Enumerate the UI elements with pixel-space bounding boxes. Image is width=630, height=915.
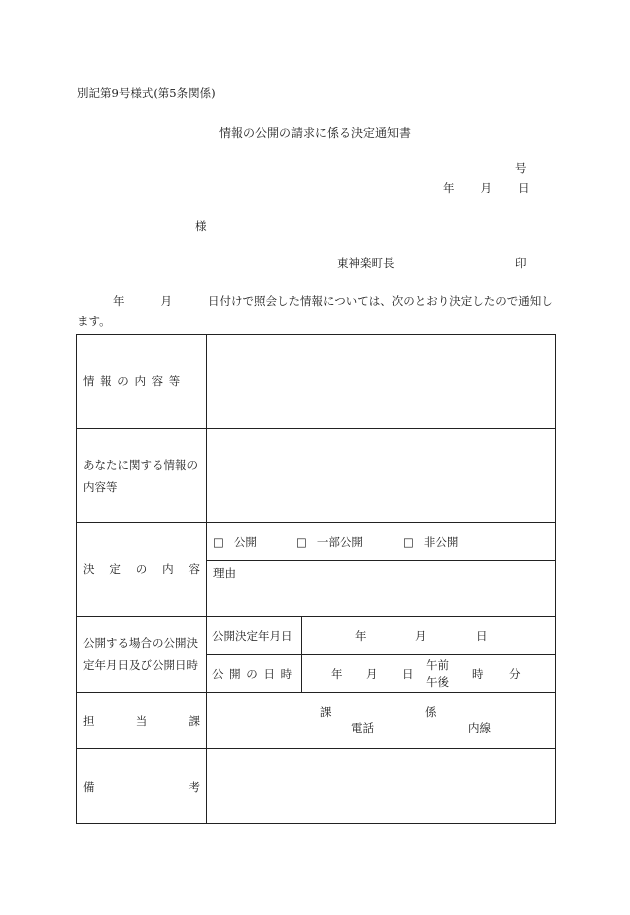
addressee-suffix: 様 <box>195 219 207 233</box>
disclosure-time-minute: 分 <box>509 667 521 681</box>
disclosure-time-month: 月 <box>366 667 378 681</box>
disclosure-time-day: 日 <box>402 667 414 681</box>
personal-info-label <box>83 454 198 498</box>
disclosure-label <box>83 632 198 676</box>
sender-name: 東神楽町長 <box>337 256 395 270</box>
issue-date-year: 年 <box>443 181 455 195</box>
disclosure-label-line2: 定年月日及び公開日時 <box>83 658 198 672</box>
disclosure-inner-divider <box>206 654 556 655</box>
notice-sentence <box>77 291 557 331</box>
disclosure-time-hour: 時 <box>472 667 484 681</box>
row-divider-2 <box>76 522 556 523</box>
disclosure-label-line1: 公開する場合の公開決 <box>83 636 198 650</box>
option-nondisclose-label: 非公開 <box>423 535 459 549</box>
decision-date-day: 日 <box>476 629 488 643</box>
row-divider-4 <box>76 692 556 693</box>
dept-label-char: 課 <box>188 714 200 728</box>
dept-section: 課 <box>320 705 332 719</box>
dept-phone: 電話 <box>351 721 374 735</box>
disclosure-sub-divider <box>301 616 302 692</box>
decision-date-month: 月 <box>415 629 427 643</box>
form-number: 別記第9号様式(第5条関係) <box>77 86 216 100</box>
dept-extension: 内線 <box>468 721 491 735</box>
checkbox-partial[interactable]: □ <box>296 535 307 549</box>
disclosure-time-year: 年 <box>331 667 343 681</box>
disclosure-time-am: 午前 <box>426 658 449 672</box>
row-divider-3 <box>76 616 556 617</box>
issue-date-day: 日 <box>518 181 530 195</box>
option-disclose-label: 公開 <box>233 535 257 549</box>
checkbox-disclose[interactable]: □ <box>213 535 224 549</box>
dept-label <box>83 710 200 732</box>
table-column-divider <box>206 334 207 824</box>
body-sentence: 日付けで照会した情報については、次のとおり決定したので通知します。 <box>77 294 553 328</box>
row-divider-5 <box>76 748 556 749</box>
issue-date-month: 月 <box>480 181 492 195</box>
decision-date-label: 公開決定年月日 <box>212 629 293 643</box>
option-partial-label: 一部公開 <box>316 535 363 549</box>
dept-label-char: 当 <box>135 714 148 728</box>
decision-label <box>83 558 200 580</box>
row-divider-1 <box>76 428 556 429</box>
personal-info-label-line2: 内容等 <box>83 480 118 494</box>
disclosure-time-pm: 午後 <box>426 675 449 689</box>
reason-label: 理由 <box>213 566 236 580</box>
seal-mark: 印 <box>515 256 527 270</box>
dept-unit: 係 <box>425 705 437 719</box>
option-partial[interactable] <box>296 534 363 550</box>
remarks-label <box>83 776 200 798</box>
decision-label-char: の <box>135 562 148 576</box>
decision-label-char: 決 <box>83 562 95 576</box>
document-title: 情報の公開の請求に係る決定通知書 <box>218 126 411 140</box>
dept-label-char: 担 <box>83 714 95 728</box>
remarks-label-char: 備 <box>83 780 95 794</box>
document-number-label: 号 <box>515 161 527 175</box>
decision-label-char: 内 <box>162 562 174 576</box>
decision-inner-divider <box>206 560 556 561</box>
option-disclose[interactable] <box>213 534 257 550</box>
body-year: 年 <box>113 294 125 308</box>
issue-date <box>443 180 530 196</box>
decision-label-char: 容 <box>188 562 200 576</box>
body-month: 月 <box>160 294 172 308</box>
decision-label-char: 定 <box>109 562 121 576</box>
personal-info-label-line1: あなたに関する情報の <box>83 458 198 472</box>
disclosure-time-label: 公 開 の 日 時 <box>212 667 294 681</box>
option-nondisclose[interactable] <box>403 534 458 550</box>
info-content-label: 情 報 の 内 容 等 <box>83 374 182 388</box>
remarks-label-char: 考 <box>188 780 200 794</box>
checkbox-nondisclose[interactable]: □ <box>403 535 414 549</box>
decision-date-year: 年 <box>355 629 367 643</box>
